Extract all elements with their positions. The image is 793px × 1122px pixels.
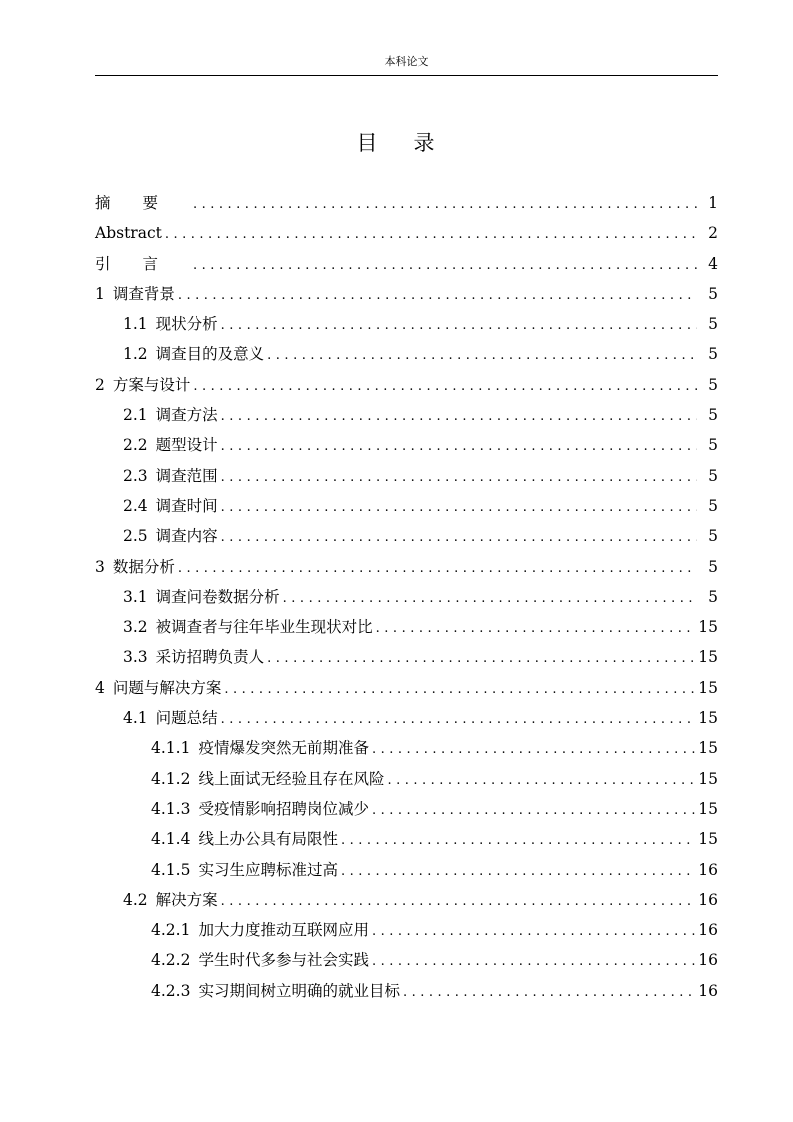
dot-leader [221, 887, 696, 917]
dot-leader [372, 947, 695, 977]
toc-entry-title: 题型设计 [155, 436, 218, 455]
toc-entry[interactable] [95, 461, 718, 491]
toc-entry-title: 引言 [95, 254, 191, 273]
dot-leader [372, 796, 695, 826]
toc-entry-number: 4.2.2 [151, 951, 191, 970]
toc-entry-title: 调查范围 [155, 466, 218, 485]
toc-entry[interactable] [95, 945, 718, 975]
toc-entry-page: 15 [698, 830, 718, 849]
toc-entry-title: 摘要 [95, 194, 191, 212]
toc-entry-title: 受疫情影响招聘岗位减少 [198, 799, 369, 818]
toc-entry-page: 5 [708, 345, 718, 364]
toc-entry-page: 5 [708, 315, 718, 334]
toc-entry-title: 加大力度推动互联网应用 [198, 921, 369, 940]
toc-entry[interactable] [95, 249, 718, 279]
toc-entry-page: 15 [698, 769, 718, 788]
dot-leader [221, 493, 697, 523]
dot-leader [341, 857, 695, 887]
toc-entry-number: 4.1.2 [151, 769, 191, 788]
toc-entry-page: 16 [698, 981, 718, 1000]
toc-entry[interactable] [95, 339, 718, 369]
toc-entry[interactable] [95, 491, 718, 521]
toc-entry-number: 2.1 [123, 406, 148, 425]
toc-entry-title: 调查时间 [155, 496, 218, 515]
toc-entry[interactable] [95, 673, 718, 703]
toc-entry-number: 4.2.1 [151, 921, 191, 940]
toc-entry-page: 2 [708, 224, 718, 243]
toc-entry-page: 5 [708, 496, 718, 515]
toc-entry-page: 5 [708, 557, 718, 576]
dot-leader [224, 675, 695, 705]
toc-entry-title: 调查内容 [155, 527, 218, 546]
toc-entry[interactable] [95, 703, 718, 733]
toc-entry-number: 4.1.3 [151, 799, 191, 818]
toc-entry[interactable] [95, 400, 718, 430]
toc-entry[interactable] [95, 582, 718, 612]
toc-entry-number: 4.2.3 [151, 981, 191, 1000]
toc-entry-page: 5 [708, 466, 718, 485]
dot-leader [341, 826, 695, 856]
toc-title-right: 录 [413, 131, 437, 155]
toc-entry[interactable] [95, 733, 718, 763]
toc-entry-page: 5 [708, 375, 718, 394]
toc-entry-title: 实习期间树立明确的就业目标 [198, 981, 400, 1000]
toc-entry-title: 调查问卷数据分析 [155, 587, 280, 606]
toc-entry[interactable] [95, 824, 718, 854]
toc-entry[interactable] [95, 794, 718, 824]
toc-entry-page: 1 [708, 194, 718, 212]
toc-entry-page: 16 [698, 951, 718, 970]
toc-entry-number: 3.3 [123, 648, 148, 667]
dot-leader [221, 523, 697, 553]
toc-entry[interactable] [95, 430, 718, 460]
dot-leader [387, 766, 695, 796]
toc-entry-title: 方案与设计 [112, 375, 191, 394]
dot-leader [376, 614, 696, 644]
dot-leader [221, 432, 697, 462]
toc-entry-title: 实习生应聘标准过高 [198, 860, 338, 879]
toc-entry-title: 解决方案 [155, 890, 218, 909]
toc-title-left: 目 [356, 131, 380, 155]
toc-entry-number: 2.4 [123, 496, 148, 515]
toc-entry-page: 16 [698, 890, 718, 909]
toc-entry-number: 4 [95, 678, 105, 697]
toc-entry-title: 线上面试无经验且存在风险 [198, 769, 385, 788]
dot-leader [221, 311, 697, 341]
toc-entry-title: 调查背景 [112, 284, 175, 303]
toc-entry[interactable] [95, 915, 718, 945]
toc-entry-number: 3 [95, 557, 105, 576]
toc-entry-title: 问题总结 [155, 709, 218, 728]
toc-entry-title: 学生时代多参与社会实践 [198, 951, 369, 970]
toc-entry-page: 5 [708, 436, 718, 455]
dot-leader [193, 190, 697, 220]
toc-entry-number: 2 [95, 375, 105, 394]
toc-entry-number: 1 [95, 284, 105, 303]
toc-entry-page: 15 [698, 618, 718, 637]
toc-entry-page: 16 [698, 860, 718, 879]
dot-leader [221, 402, 697, 432]
toc-entry-page: 15 [698, 709, 718, 728]
toc-entry-number: 3.1 [123, 587, 148, 606]
dot-leader [178, 281, 697, 311]
dot-leader [283, 584, 697, 614]
toc-entry[interactable] [95, 521, 718, 551]
toc-entry-number: 3.2 [123, 618, 148, 637]
dot-leader [178, 554, 697, 584]
toc-entry-page: 5 [708, 406, 718, 425]
toc-entry[interactable] [95, 370, 718, 400]
toc-entry-number: 2.5 [123, 527, 148, 546]
toc-entry[interactable] [95, 279, 718, 309]
dot-leader [372, 735, 695, 765]
toc-entry-number: 4.1 [123, 709, 148, 728]
dot-leader [221, 463, 697, 493]
toc-entry-title: 线上办公具有局限性 [198, 830, 338, 849]
toc-entry-title: 疫情爆发突然无前期准备 [198, 739, 369, 758]
toc-entry-page: 15 [698, 739, 718, 758]
toc-entry[interactable] [95, 976, 718, 1006]
toc-entry[interactable] [95, 218, 718, 248]
toc-entry-title: 调查目的及意义 [155, 345, 265, 364]
toc-entry[interactable] [95, 885, 718, 915]
toc-entry[interactable] [95, 764, 718, 794]
toc-entry[interactable] [95, 642, 718, 672]
toc-entry-title: 现状分析 [155, 315, 218, 334]
toc-entry-number: 1.2 [123, 345, 148, 364]
dot-leader [267, 341, 697, 371]
toc-entry-number: 4.1.5 [151, 860, 191, 879]
toc-entry-page: 15 [698, 799, 718, 818]
toc-entry-number: 4.1.1 [151, 739, 191, 758]
dot-leader [193, 251, 697, 281]
dot-leader [165, 220, 697, 250]
toc-entry-page: 16 [698, 921, 718, 940]
toc-entry[interactable] [95, 309, 718, 339]
toc-entry-page: 4 [708, 254, 718, 273]
toc-entry-title: Abstract [95, 224, 162, 243]
toc-entry-number: 2.2 [123, 436, 148, 455]
dot-leader [193, 372, 697, 402]
toc-entry[interactable] [95, 188, 718, 218]
toc-entry-number: 4.1.4 [151, 830, 191, 849]
toc-entry-title: 数据分析 [112, 557, 175, 576]
toc-entry-number: 4.2 [123, 890, 148, 909]
toc-entry-number: 2.3 [123, 466, 148, 485]
toc-entry[interactable] [95, 855, 718, 885]
toc-entry[interactable] [95, 612, 718, 642]
toc-entry-title: 问题与解决方案 [112, 678, 222, 697]
toc-entry-number: 1.1 [123, 315, 148, 334]
toc-entry-title: 调查方法 [155, 406, 218, 425]
toc-entry-page: 15 [698, 678, 718, 697]
dot-leader [221, 705, 696, 735]
toc-entry-title: 被调查者与往年毕业生现状对比 [155, 618, 373, 637]
toc-entry-page: 15 [698, 648, 718, 667]
toc-entry[interactable] [95, 552, 718, 582]
page-header: 本科论文 [95, 55, 718, 76]
dot-leader [267, 644, 695, 674]
toc-entry-page: 5 [708, 527, 718, 546]
dot-leader [372, 917, 695, 947]
dot-leader [403, 978, 695, 1008]
table-of-contents [95, 188, 718, 1006]
toc-entry-page: 5 [708, 284, 718, 303]
toc-title [0, 128, 793, 158]
toc-entry-page: 5 [708, 587, 718, 606]
toc-entry-title: 采访招聘负责人 [155, 648, 265, 667]
